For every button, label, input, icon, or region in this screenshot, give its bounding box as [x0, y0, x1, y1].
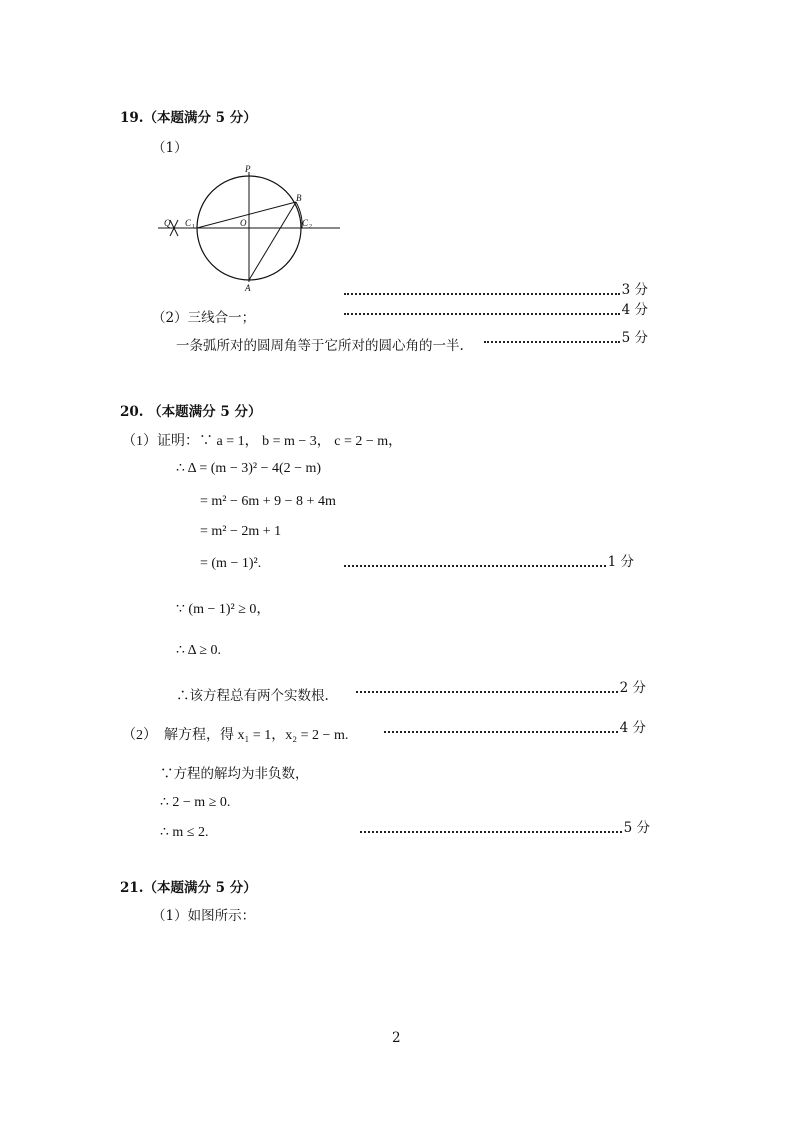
label-B: B — [296, 193, 302, 203]
q20-ineq1: ∴ 2 − m ≥ 0. — [160, 795, 231, 810]
q20-nonneg: ∵方程的解均为非负数， — [160, 766, 309, 782]
label-C1: C — [185, 218, 192, 228]
circle-figure — [150, 160, 350, 295]
q20-score-c-row — [384, 720, 646, 736]
q20-delta-ge: ∴ Δ ≥ 0. — [176, 643, 222, 658]
q20-score-b-row — [356, 680, 646, 696]
q20-delta3: = m² − 2m + 1 — [200, 524, 282, 539]
q20-delta2: = m² − 6m + 9 − 8 + 4m — [200, 494, 336, 509]
q20-score-a: 1 分 — [607, 554, 634, 570]
q19-score1-row — [344, 282, 648, 298]
q19-heading: 19.（本题满分 5 分） — [120, 110, 257, 126]
q20-since-sq: ∵ (m − 1)² ≥ 0， — [176, 602, 271, 617]
q19-score3: 5 分 — [621, 330, 648, 346]
q20-two-roots: ∴该方程总有两个实数根. — [176, 688, 329, 704]
label-O: O — [240, 218, 247, 228]
label-C2: C — [302, 218, 309, 228]
q20-part2: （2） 解方程，得 x₁ = 1，x₂ = 2 − m. — [122, 728, 349, 743]
q21-part1: （1）如图所示： — [152, 908, 256, 924]
q20-score-b: 2 分 — [619, 680, 646, 696]
q19-score2-row — [344, 302, 648, 318]
q20-delta4: = (m − 1)². — [200, 556, 262, 571]
q19-line3: 一条弧所对的圆周角等于它所对的圆心角的一半. — [176, 338, 464, 354]
label-C2-sub: 2 — [309, 224, 312, 230]
q20-proof-line: （1）证明：∵ a = 1， b = m − 3， c = 2 − m， — [122, 434, 403, 449]
page-number: 2 — [392, 1030, 401, 1046]
label-A: A — [245, 283, 251, 293]
q20-score-d: 5 分 — [623, 820, 650, 836]
q20-ineq2: ∴ m ≤ 2. — [160, 825, 209, 840]
q19-score2: 4 分 — [621, 302, 648, 318]
label-P: P — [245, 164, 251, 174]
q20-score-a-row — [344, 554, 634, 570]
label-C1-sub: 1 — [192, 224, 195, 230]
q19-score1: 3 分 — [621, 282, 648, 298]
q19-part2: （2）三线合一； — [152, 310, 256, 326]
q21-heading: 21.（本题满分 5 分） — [120, 880, 257, 896]
q19-score3-row — [484, 330, 648, 346]
q20-delta1: ∴ Δ = (m − 3)² − 4(2 − m) — [176, 461, 322, 476]
q20-heading: 20. （本题满分 5 分） — [120, 404, 262, 420]
label-Q: Q — [164, 218, 171, 228]
q19-part1-label: （1） — [152, 140, 188, 156]
q20-score-d-row — [360, 820, 650, 836]
q20-score-c: 4 分 — [619, 720, 646, 736]
